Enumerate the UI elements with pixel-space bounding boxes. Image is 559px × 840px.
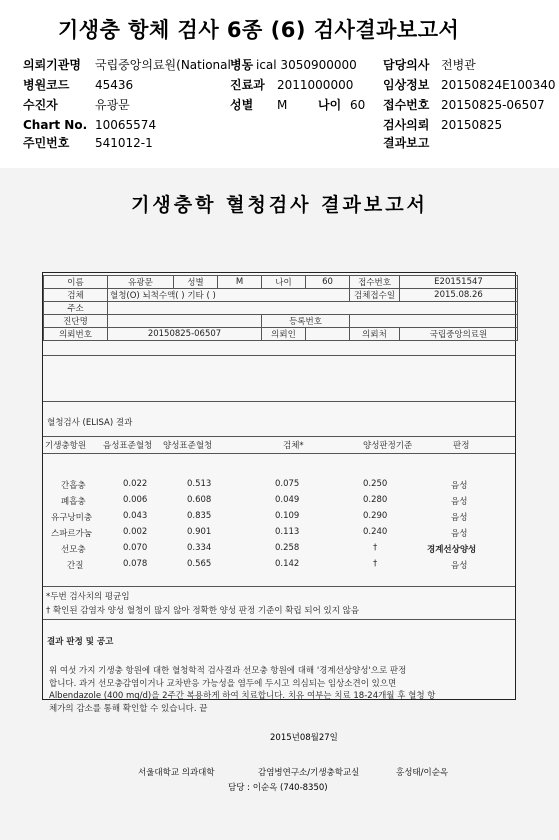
- diagnosis-value: [108, 315, 262, 328]
- conclusion-line: 위 여섯 가지 기생충 항원에 대한 혈청학적 검사결과 선모충 항원에 대해 '경계선상양성'으로 판정: [49, 666, 407, 676]
- age-value: 60: [306, 276, 350, 289]
- hospital-code-value: 45436: [95, 78, 134, 92]
- conclusion-line: Albendazole (400 mg/d)을 2주간 복용하게 하여 치료합니다. 치유 여부는 치료 18-24개월 후 혈청 항: [49, 691, 436, 701]
- signing-dept: 감염병연구소/기생충학교실: [258, 768, 360, 778]
- examinee-label: 수진자: [23, 98, 58, 112]
- negative-value: 0.006: [123, 495, 148, 505]
- cutoff-value: †: [373, 559, 378, 569]
- footnote-average: *두번 검사치의 평균임: [46, 592, 130, 602]
- result-row: [43, 479, 515, 492]
- col-result-header: 판정: [453, 441, 470, 451]
- conclusion-line: 체가의 감소를 통해 확인할 수 있습니다. 끝: [49, 703, 208, 714]
- cutoff-value: 0.280: [363, 495, 388, 505]
- result-report-label: 결과보고: [383, 136, 430, 150]
- department-value: 2011000000: [277, 78, 354, 92]
- info-row-4: [44, 315, 518, 328]
- result-value: 음성: [451, 561, 468, 571]
- negative-value: 0.043: [123, 511, 148, 521]
- specimen-date-value: 2015.08.26: [400, 289, 518, 302]
- sex-value: M: [218, 276, 262, 289]
- report-form: [42, 272, 516, 714]
- reg-no-value: [350, 315, 518, 328]
- antigen-name: 폐흡충: [61, 497, 86, 507]
- negative-value: 0.078: [123, 559, 148, 569]
- specimen-value: 0.142: [275, 559, 300, 569]
- positive-value: 0.901: [187, 527, 212, 537]
- info-row-5: [44, 328, 518, 341]
- result-row: [43, 527, 515, 540]
- divider: [43, 453, 515, 454]
- clinical-info-label: 임상정보: [383, 78, 430, 92]
- antigen-name: 간질: [67, 561, 84, 571]
- divider: [43, 586, 515, 587]
- req-person-label: 의뢰인: [262, 328, 306, 341]
- cutoff-value: 0.240: [363, 527, 388, 537]
- scan-title: 기생충학 혈청검사 결과보고서: [131, 194, 428, 216]
- result-value: 음성: [451, 481, 468, 491]
- age-value: 60: [350, 98, 366, 112]
- info-row-2: [44, 289, 518, 302]
- antigen-name: 유구낭미충: [51, 513, 93, 523]
- signing-names: 홍성태/이순옥: [396, 768, 449, 778]
- patient-info-table: [43, 275, 518, 341]
- specimen-date-label: 검체접수일: [350, 289, 400, 302]
- result-value: 음성: [451, 497, 468, 507]
- col-antigen-header: 기생충항원: [45, 441, 87, 451]
- result-row: [43, 559, 515, 572]
- ward-label: 병동: [230, 58, 254, 72]
- scanned-report: [0, 168, 559, 840]
- reg-no-label: 등록번호: [262, 315, 350, 328]
- conclusion-line: 합니다. 과거 선모충감염이거나 교차반응 가능성을 염두에 두시고 의심되는 임상소견이 있으면: [49, 678, 397, 689]
- specimen-value: 0.258: [275, 543, 300, 553]
- examinee-value: 유광문: [95, 98, 130, 112]
- col-negative-header: 음성표준혈청: [103, 441, 153, 451]
- cutoff-value: †: [373, 543, 378, 553]
- contact-info: 담당 : 이순옥 (740-8350): [228, 783, 328, 793]
- cutoff-value: 0.250: [363, 479, 388, 489]
- specimen-value: 0.109: [275, 511, 300, 521]
- req-no-label: 의뢰번호: [44, 328, 108, 341]
- referring-institution-label: 의뢰기관명: [23, 58, 81, 72]
- age-label: 나이: [318, 98, 342, 112]
- divider: [43, 619, 515, 620]
- specimen-value: 혈청(O) 뇌척수액( ) 기타 ( ): [108, 289, 350, 302]
- resident-no-label: 주민번호: [23, 136, 70, 150]
- address-label: 주소: [44, 302, 108, 315]
- diagnosis-label: 진단명: [44, 315, 108, 328]
- col-specimen-header: 검체*: [283, 441, 304, 451]
- chart-no-value: 10065574: [95, 118, 157, 132]
- negative-value: 0.002: [123, 527, 148, 537]
- receipt-label: 접수번호: [350, 276, 400, 289]
- result-value: 음성: [451, 529, 468, 539]
- antigen-name: 간흡충: [61, 481, 86, 491]
- receipt-no-value: 20150825-06507: [441, 98, 545, 112]
- sex-label: 성별: [174, 276, 218, 289]
- age-label: 나이: [262, 276, 306, 289]
- doctor-in-charge-label: 담당의사: [383, 58, 430, 72]
- sex-value: M: [277, 98, 288, 112]
- divider: [43, 355, 515, 356]
- request-date-value: 20150825: [441, 118, 503, 132]
- conclusion-title: 결과 판정 및 공고: [47, 637, 114, 647]
- name-value: 유광문: [108, 276, 174, 289]
- chart-no-label: Chart No.: [23, 118, 88, 132]
- specimen-label: 검체: [44, 289, 108, 302]
- negative-value: 0.022: [123, 479, 148, 489]
- report-header: [0, 0, 559, 160]
- cutoff-value: 0.290: [363, 511, 388, 521]
- info-row-1: [44, 276, 518, 289]
- req-place-label: 의뢰처: [350, 328, 400, 341]
- sex-label: 성별: [230, 98, 254, 112]
- receipt-value: E20151547: [400, 276, 518, 289]
- req-no-value: 20150825-06507: [108, 328, 262, 341]
- result-row: [43, 495, 515, 508]
- result-value: 음성: [451, 513, 468, 523]
- result-row: [43, 511, 515, 524]
- req-place-value: 국립중앙의료원: [400, 328, 518, 341]
- negative-value: 0.070: [123, 543, 148, 553]
- positive-value: 0.513: [187, 479, 212, 489]
- results-header-row: [43, 439, 515, 452]
- result-value: 경계선상양성: [427, 545, 477, 555]
- results-section-title: 혈청검사 (ELISA) 결과: [47, 418, 133, 428]
- resident-no-value: 541012-1: [95, 136, 153, 150]
- col-cutoff-header: 양성판정기준: [363, 441, 413, 451]
- specimen-value: 0.049: [275, 495, 300, 505]
- receipt-no-label: 접수번호: [383, 98, 430, 112]
- referring-institution-value: 국립중앙의료원(National: [95, 58, 231, 72]
- positive-value: 0.565: [187, 559, 212, 569]
- address-value: [108, 302, 518, 315]
- result-row: [43, 543, 515, 556]
- name-label: 이름: [44, 276, 108, 289]
- hospital-code-label: 병원코드: [23, 78, 70, 92]
- conclusion-paragraph: [49, 665, 509, 715]
- clinical-info-value: 20150824E100340: [441, 78, 556, 92]
- signing-org: 서울대학교 의과대학: [138, 768, 215, 778]
- specimen-value: 0.075: [275, 479, 300, 489]
- department-label: 진료과: [230, 78, 265, 92]
- info-row-3: [44, 302, 518, 315]
- positive-value: 0.608: [187, 495, 212, 505]
- col-positive-header: 양성표준혈청: [163, 441, 213, 451]
- antigen-name: 선모충: [61, 545, 86, 555]
- positive-value: 0.334: [187, 543, 212, 553]
- request-date-label: 검사의뢰: [383, 118, 430, 132]
- antigen-name: 스파르가눔: [51, 529, 93, 539]
- report-date: 2015년08월27일: [270, 733, 338, 743]
- divider: [43, 436, 515, 437]
- positive-value: 0.835: [187, 511, 212, 521]
- ward-value: ical 3050900000: [256, 58, 357, 72]
- report-title: 기생충 항체 검사 6종 (6) 검사결과보고서: [58, 18, 460, 42]
- patient-info: [43, 275, 515, 341]
- divider: [43, 401, 515, 402]
- doctor-in-charge-value: 전병관: [441, 58, 476, 72]
- specimen-value: 0.113: [275, 527, 300, 537]
- req-person-value: [306, 328, 350, 341]
- footnote-cutoff: † 확인된 감염자 양성 혈청이 많지 않아 정확한 양성 판정 기준이 확립 되어 있지 않음: [46, 606, 360, 616]
